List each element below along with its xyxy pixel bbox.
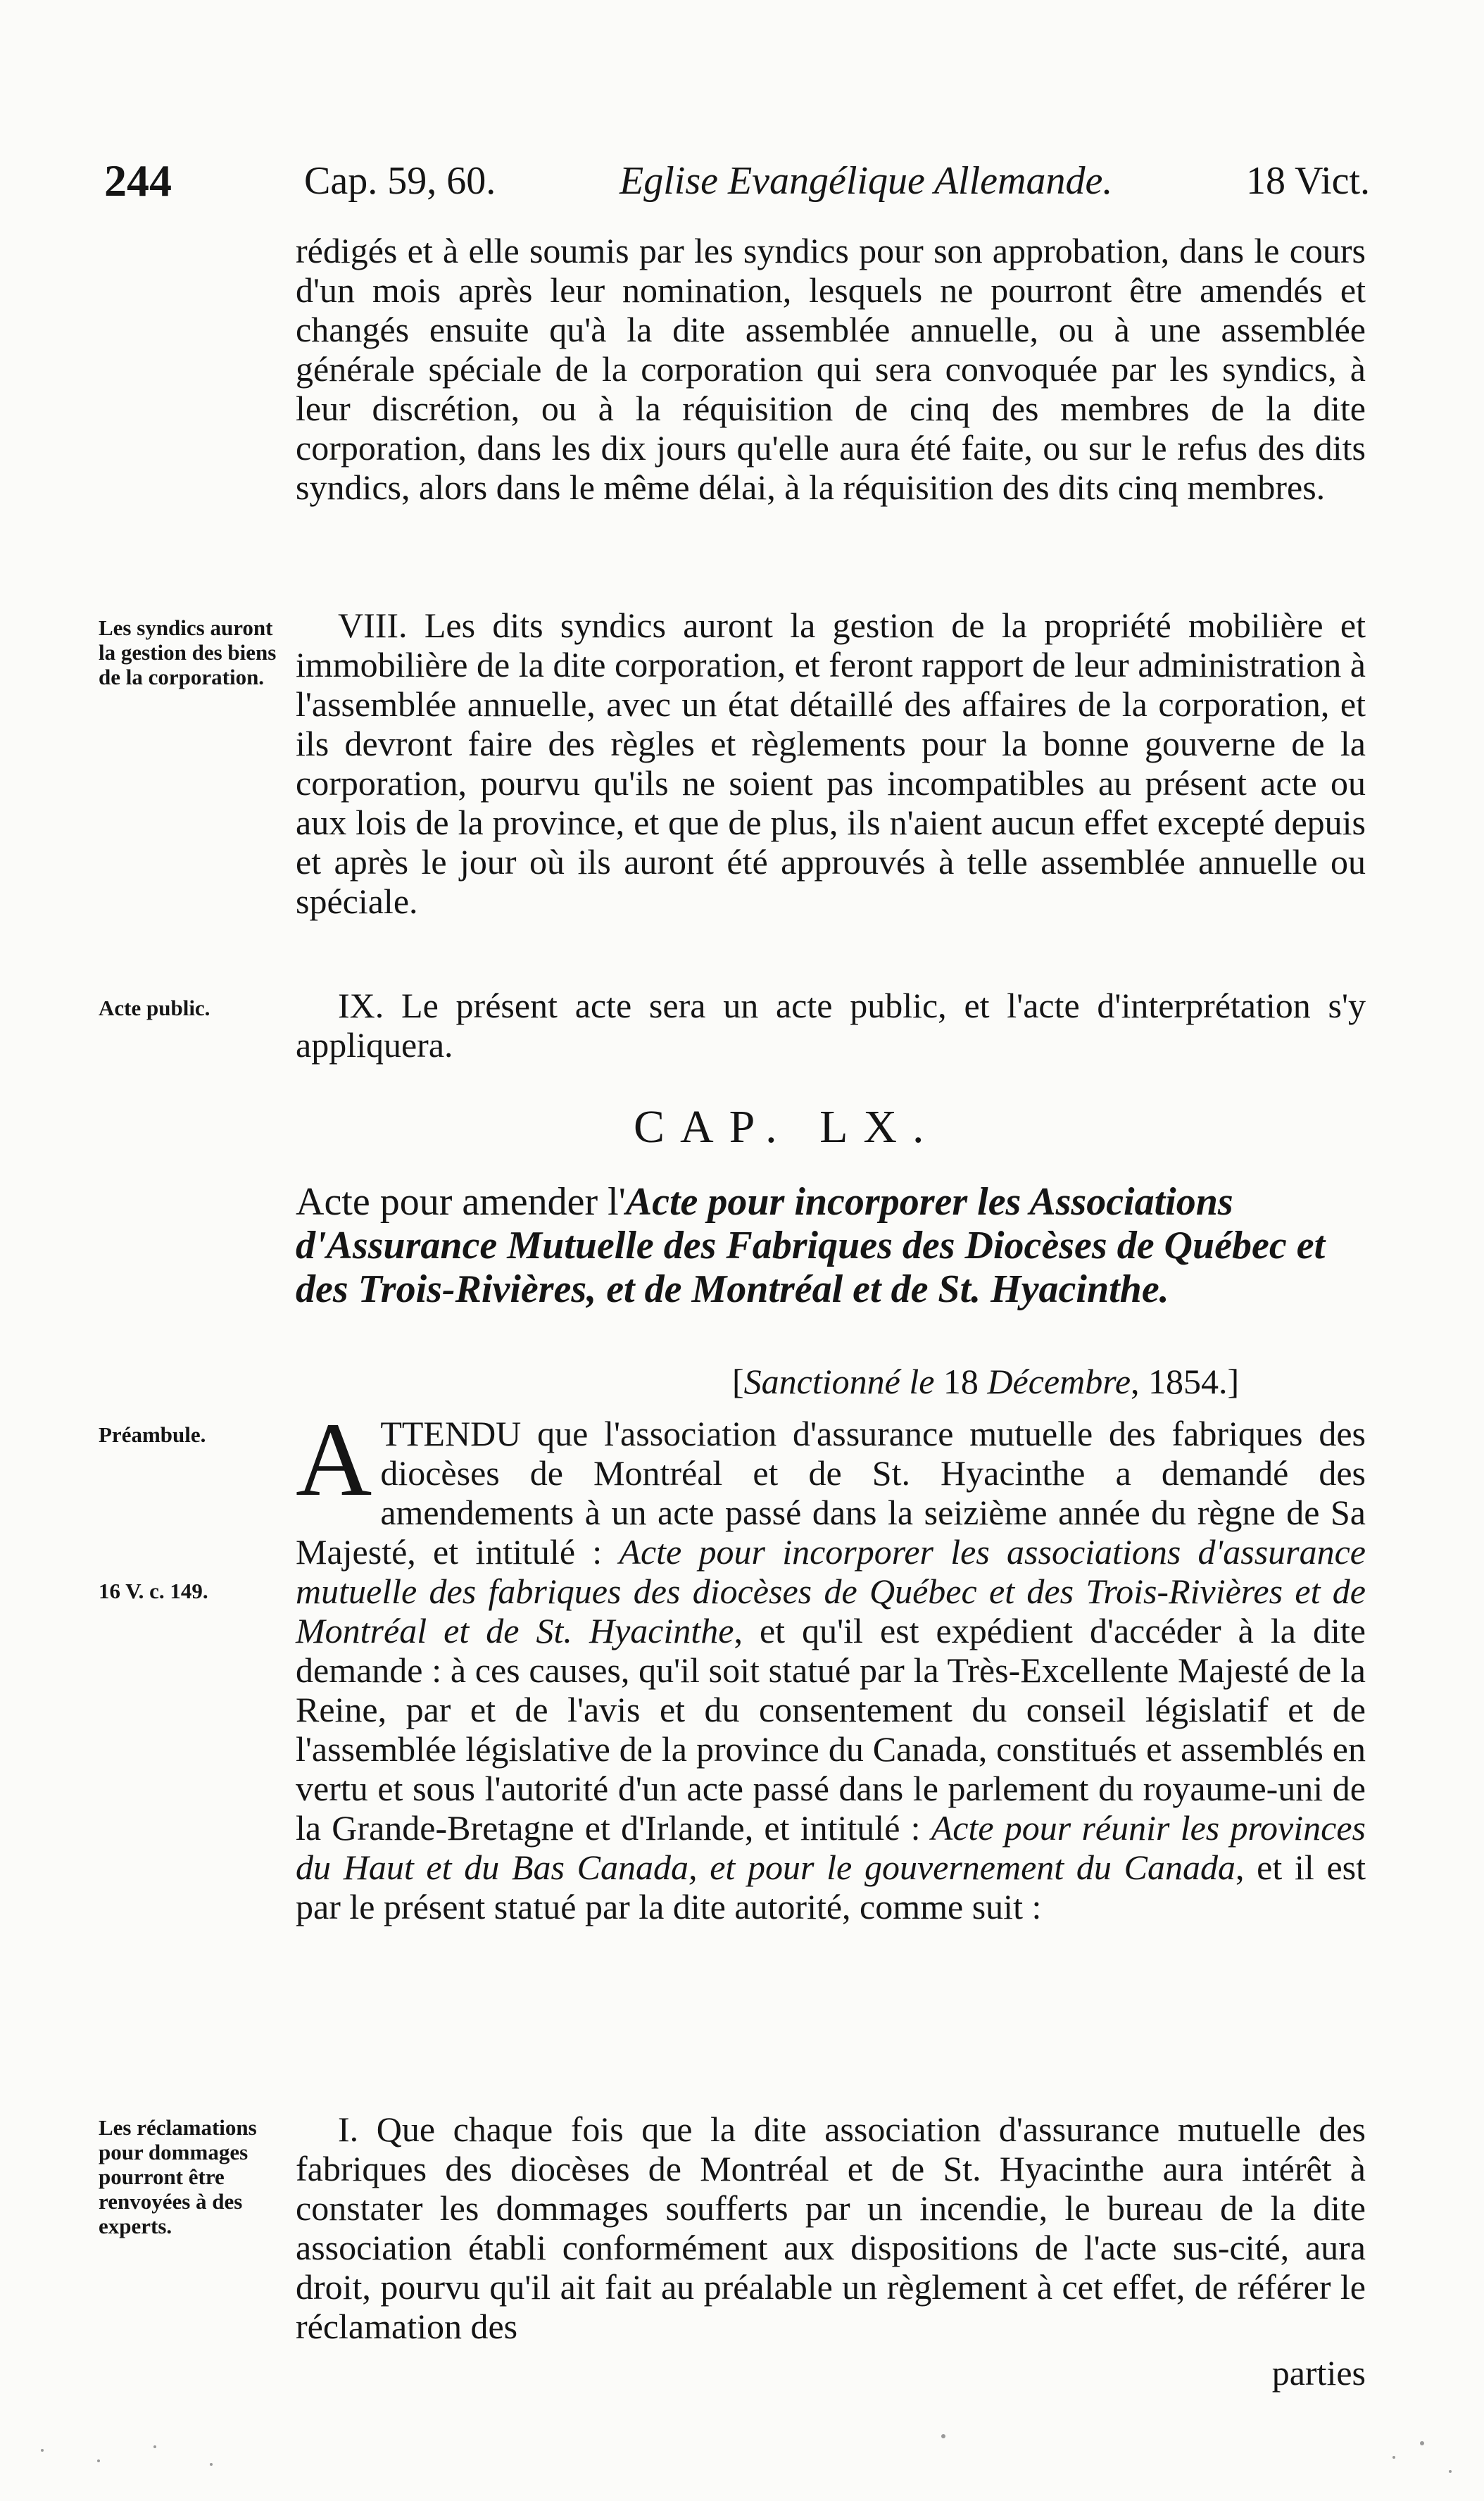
regnal-year: 18 Vict. (1246, 159, 1371, 203)
scan-noise (0, 2422, 1484, 2493)
sanction-date (732, 1360, 1239, 1403)
section-text: Le présent acte sera un acte public, et l'acte d'interprétation s'y appliquera. (296, 986, 1366, 1065)
margin-note-statute-ref: 16 V. c. 149. (99, 1579, 208, 1603)
sanction-month: Décembre (987, 1362, 1131, 1401)
act-title-prefix: Acte pour amender l' (296, 1180, 626, 1224)
section-i (296, 2110, 1366, 2346)
sanction-label: Sanctionné le (743, 1362, 935, 1401)
preamble-text-3: , et il est par le présent statué par la dite autorité, comme suit : (296, 1848, 1366, 1926)
page-number: 244 (104, 156, 172, 206)
section-number: I. (338, 2110, 359, 2149)
section-number: VIII. (338, 606, 408, 645)
act-title-italic: Acte pour incorporer les Associations d'Assurance Mutuelle des Fabriques des Diocèses de Québec et des Trois-Rivières, et de Montréal et de St. Hyacinthe. (296, 1180, 1326, 1311)
section-text: Que chaque fois que la dite association d'assurance mutuelle des fabriques des diocèses de Montréal et de St. Hyacinthe aura intérêt à constater les dommages soufferts par un incendie, le bureau de la dite association établi conformément aux dispositions de l'acte sus-cité, aura droit, pourvu qu'il ait fait au préalable un règlement à cet effet, de référer le réclamation des (296, 2110, 1366, 2346)
section-ix (296, 986, 1366, 1065)
act-title (296, 1180, 1366, 1311)
preamble-italic-2: Acte pour réunir les provinces du Haut et du Bas Canada, et pour le gouvernement du Canada (296, 1808, 1366, 1887)
margin-note-preambule: Préambule. (99, 1422, 206, 1447)
section-text: Les dits syndics auront la gestion de la propriété mobilière et immobilière de la dite corporation, et feront rapport de leur administration à l'assemblée annuelle, avec un état détaillé des affaires de la corporation, et ils devront faire des règles et règlements pour la bonne gouverne de la corporation, pourvu qu'ils ne soient pas incompatibles au présent acte ou aux lois de la province, et que de plus, ils n'aient aucun effet excepté depuis et après le jour où ils auront été approuvés à telle assemblée annuelle ou spéciale. (296, 606, 1366, 921)
chapter-reference: Cap. 59, 60. (304, 159, 496, 203)
preamble-text-2: , et qu'il est expédient d'accéder à la dite demande : à ces causes, qu'il soit statué par la Très-Excellente Majesté de la Reine, par et de l'avis et du consentement du conseil législatif et de l'assemblée législative de la province du Canada, constitués et assemblés en vertu et sous l'autorité d'un acte passé dans le parlement du royaume-uni de la Grande-Bretagne et d'Irlande, et intitulé : (296, 1611, 1366, 1848)
running-title: Eglise Evangélique Allemande. (620, 159, 1113, 203)
preamble-italic-1: Acte pour incorporer les associations d'assurance mutuelle des fabriques des diocèses de Québec et des Trois-Rivières et de Montréal et de St. Hyacinthe (296, 1532, 1366, 1650)
section-viii (296, 606, 1366, 921)
preamble-text-1: TTENDU que l'association d'assurance mutuelle des fabriques des diocèses de Montréal et de St. Hyacinthe a demandé des amendements à un acte passé dans la seizième année du règne de Sa Majesté, et intitulé : (296, 1414, 1366, 1572)
margin-note-syndics: Les syndics auront la gestion des biens de la corporation. (99, 615, 277, 689)
sanction-bracket: [ (732, 1362, 744, 1401)
chapter-heading: CAP. LX. (634, 1101, 940, 1153)
continued-paragraph-text: rédigés et à elle soumis par les syndics pour son approbation, dans le cours d'un mois après leur nomination, lesquels ne pourront être amendés et changés ensuite qu'à la dite assemblée annuelle, ou à une assemblée générale spéciale de la corporation qui sera convoquée par les syndics, à leur discrétion, ou à la réquisition de cinq des membres de la dite corporation, dans les dix jours qu'elle aura été faite, ou sur le refus des dits syndics, alors dans le même délai, à la réquisition des dits cinq membres. (296, 231, 1366, 507)
continued-paragraph (296, 231, 1366, 507)
catchword: parties (1271, 2353, 1366, 2393)
section-number: IX. (338, 986, 384, 1025)
margin-note-reclamations: Les réclamations pour dommages pourront être renvoyées à des experts. (99, 2115, 257, 2238)
sanction-day: 18 (934, 1362, 988, 1401)
sanction-year: , 1854.] (1131, 1362, 1240, 1401)
margin-note-acte-public: Acte public. (99, 996, 210, 1020)
drop-cap: A (296, 1401, 372, 1518)
preamble (296, 1401, 1366, 1926)
